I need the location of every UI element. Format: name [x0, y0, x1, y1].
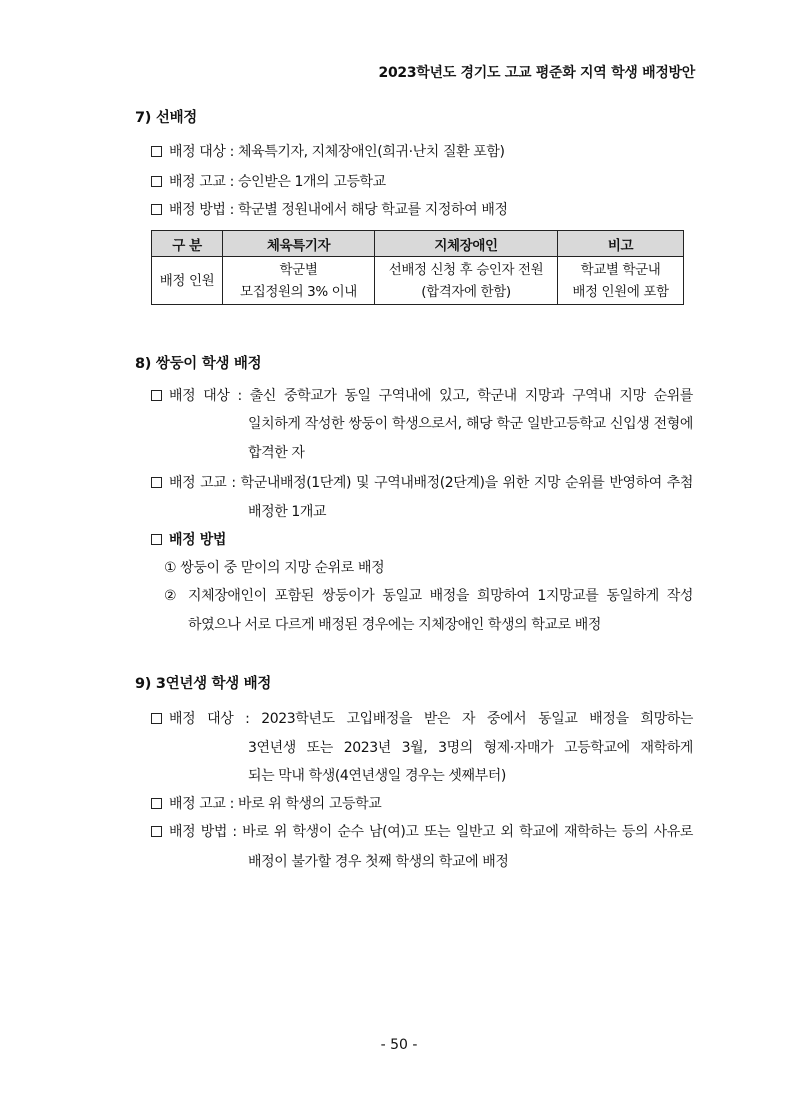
section-7-item: 배정 방법 : 학군별 정원내에서 해당 학교를 지정하여 배정	[151, 199, 508, 219]
section-9-method: 배정 방법 : 바로 위 학생이 순수 남(여)고 또는 일반고 외 학교에 재학하는 등의 사유로	[151, 821, 693, 841]
checkbox-bullet-icon	[151, 534, 162, 545]
checkbox-bullet-icon	[151, 713, 162, 724]
section-8-method-title: 배정 방법	[151, 529, 226, 549]
section-8-target-cont: 합격한 자	[248, 445, 305, 461]
table-cell: 학군별 모집정원의 3% 이내	[223, 257, 375, 305]
page-header: 2023학년도 경기도 고교 평준화 지역 학생 배정방안	[378, 65, 695, 81]
table-row	[152, 257, 684, 305]
section-8-title: 8) 쌍둥이 학생 배정	[135, 356, 262, 372]
table-header-cell: 지체장애인	[375, 231, 558, 257]
section-8-method-item: ② 지체장애인이 포함된 쌍둥이가 동일교 배정을 희망하여 1지망교를 동일하게 작성	[164, 588, 693, 604]
table-cell: 선배정 신청 후 승인자 전원 (합격자에 한함)	[375, 257, 558, 305]
table-cell: 배정 인원	[152, 257, 223, 305]
table-header-cell: 구 분	[152, 231, 223, 257]
section-9-target: 배정 대상 : 2023학년도 고입배정을 받은 자 중에서 동일교 배정을 희망하는	[151, 708, 693, 728]
checkbox-bullet-icon	[151, 477, 162, 488]
section-8-target: 배정 대상 : 출신 중학교가 동일 구역내에 있고, 학군내 지망과 구역내 지망 순위를	[151, 385, 693, 405]
section-7-title: 7) 선배정	[135, 110, 197, 126]
table-header-cell: 비고	[558, 231, 684, 257]
section-9-target-cont: 3연년생 또는 2023년 3월, 3명의 형제·자매가 고등학교에 재학하게	[248, 740, 693, 756]
section-9-school: 배정 고교 : 바로 위 학생의 고등학교	[151, 793, 381, 813]
section-7-item: 배정 대상 : 체육특기자, 지체장애인(희귀·난치 질환 포함)	[151, 141, 505, 161]
section-9-method-cont: 배정이 불가할 경우 첫째 학생의 학교에 배정	[248, 854, 509, 870]
checkbox-bullet-icon	[151, 390, 162, 401]
table-header-row	[152, 231, 684, 257]
checkbox-bullet-icon	[151, 204, 162, 215]
section-9-title: 9) 3연년생 학생 배정	[135, 676, 272, 692]
section-7-item: 배정 고교 : 승인받은 1개의 고등학교	[151, 171, 386, 191]
checkbox-bullet-icon	[151, 176, 162, 187]
table-cell: 학교별 학군내 배정 인원에 포함	[558, 257, 684, 305]
section-9-target-cont: 되는 막내 학생(4연년생일 경우는 셋째부터)	[248, 768, 506, 784]
table-header-cell: 체육특기자	[223, 231, 375, 257]
checkbox-bullet-icon	[151, 798, 162, 809]
checkbox-bullet-icon	[151, 826, 162, 837]
section-8-school-cont: 배정한 1개교	[248, 504, 327, 520]
preassignment-table	[151, 230, 684, 305]
section-8-school: 배정 고교 : 학군내배정(1단계) 및 구역내배정(2단계)을 위한 지망 순위를 반영하여 추첨	[151, 472, 693, 492]
section-8-method-item-cont: 하였으나 서로 다르게 배정된 경우에는 지체장애인 학생의 학교로 배정	[188, 617, 601, 633]
section-8-target-cont: 일치하게 작성한 쌍둥이 학생으로서, 해당 학군 일반고등학교 신입생 전형에	[248, 416, 693, 432]
page-number: - 50 -	[380, 1037, 418, 1053]
section-8-method-item: ① 쌍둥이 중 맏이의 지망 순위로 배정	[164, 560, 385, 576]
checkbox-bullet-icon	[151, 146, 162, 157]
